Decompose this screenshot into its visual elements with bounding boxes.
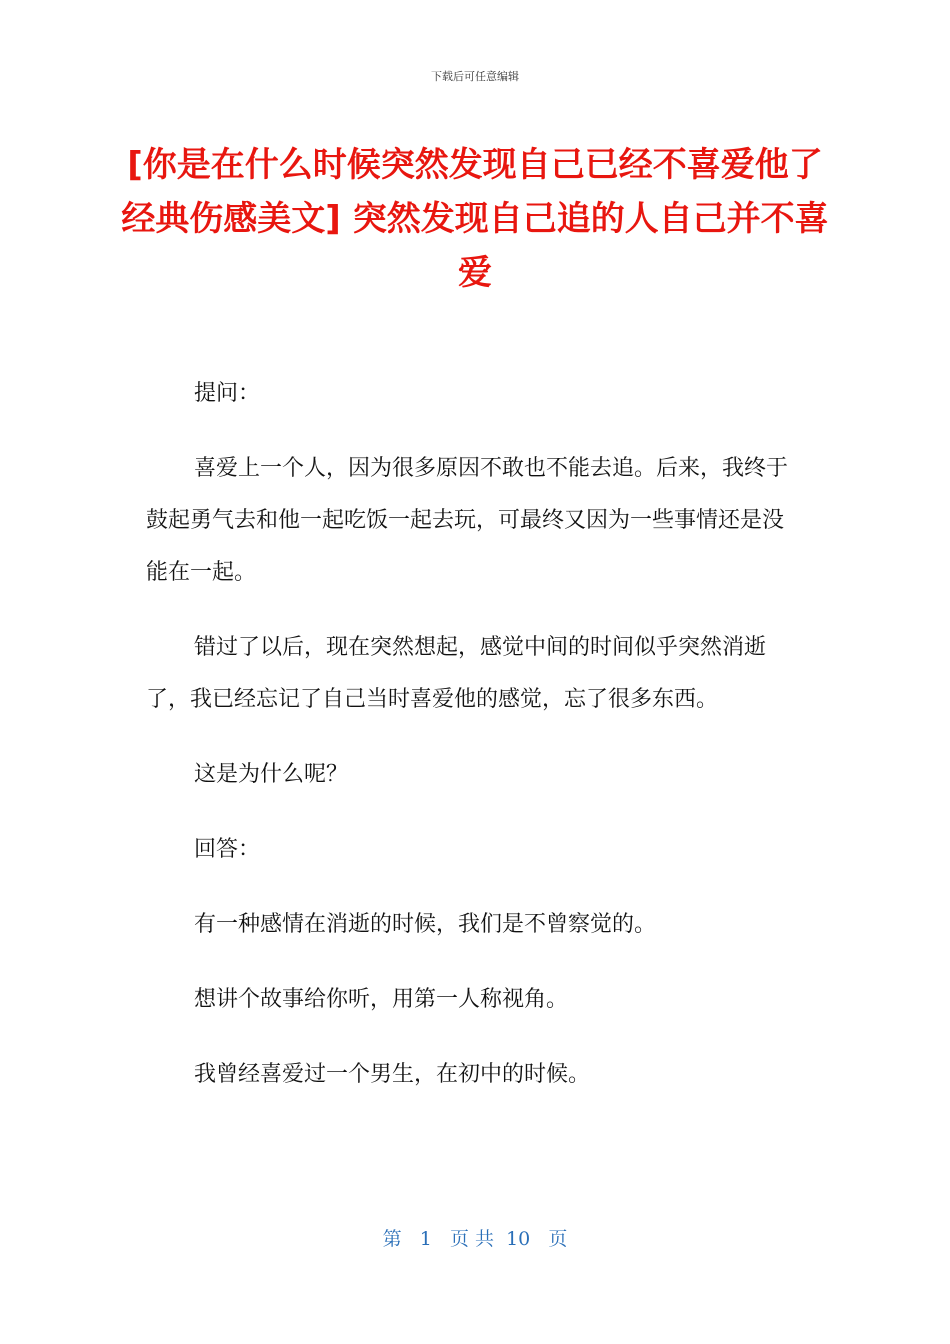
document-body — [146, 368, 792, 1124]
header-note: 下载后可任意编辑 — [431, 70, 519, 83]
paragraph: 错过了以后，现在突然想起，感觉中间的时间似乎突然消逝了，我已经忘记了自己当时喜爱他的感觉，忘了很多东西。 — [146, 635, 767, 712]
footer-page-mid: 页 共 — [449, 1228, 494, 1250]
page-footer — [0, 1224, 950, 1251]
footer-total-pages: 10 — [506, 1228, 531, 1250]
paragraph: 回答： — [194, 837, 261, 862]
document-title: [你是在什么时候突然发现自己已经不喜爱他了经典伤感美文] 突然发现自己追的人自己并不喜爱 — [121, 145, 829, 293]
paragraph: 提问： — [194, 381, 261, 406]
paragraph: 这是为什么呢？ — [194, 762, 349, 787]
paragraph: 有一种感情在消逝的时候，我们是不曾察觉的。 — [194, 912, 657, 937]
footer-page-prefix: 第 — [382, 1228, 402, 1250]
footer-current-page: 1 — [419, 1228, 432, 1250]
paragraph: 想讲个故事给你听，用第一人称视角。 — [194, 987, 569, 1012]
paragraph: 喜爱上一个人，因为很多原因不敢也不能去追。后来，我终于鼓起勇气去和他一起吃饭一起去玩，可最终又因为一些事情还是没能在一起。 — [146, 456, 789, 585]
footer-page-suffix: 页 — [548, 1228, 568, 1250]
paragraph: 我曾经喜爱过一个男生，在初中的时候。 — [194, 1062, 591, 1087]
